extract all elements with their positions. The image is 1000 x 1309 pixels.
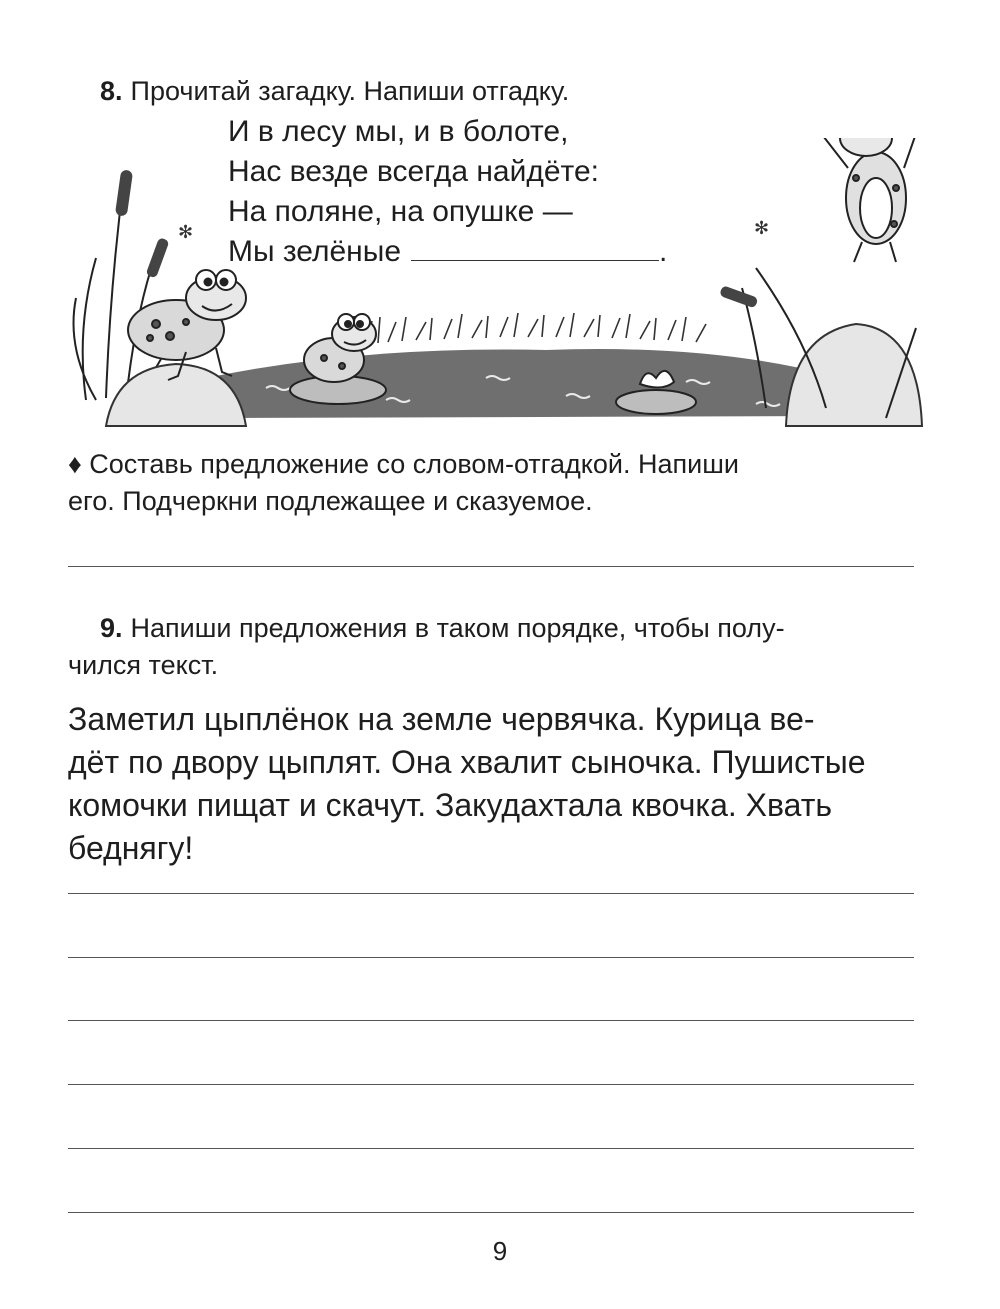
task-8-heading — [100, 76, 569, 107]
svg-text:✻: ✻ — [178, 222, 194, 242]
writing-line[interactable] — [68, 957, 914, 958]
task-9-instruction: чился текст. — [68, 650, 219, 680]
text-line: дёт по двору цыплят. Она хвалит сыночка. Пушистые — [68, 744, 866, 780]
answer-blank[interactable] — [411, 236, 659, 261]
poem-line: И в лесу мы, и в болоте, — [228, 115, 569, 148]
poem-line: Мы зелёные — [228, 235, 401, 268]
text-line: беднягу! — [68, 830, 194, 866]
task-9-instruction: Напиши предложения в таком порядке, чтобы полу- — [130, 613, 785, 643]
diamond-bullet-icon: ♦ — [68, 449, 82, 479]
poem-end: . — [659, 235, 668, 268]
writing-line[interactable] — [68, 1084, 914, 1085]
writing-line[interactable] — [68, 1212, 914, 1213]
poem-line: Нас везде всегда найдёте: — [228, 155, 599, 188]
writing-line[interactable] — [68, 566, 914, 567]
task-8-instruction: Прочитай загадку. Напиши отгадку. — [130, 76, 570, 106]
subtask-instruction — [68, 446, 920, 520]
riddle-poem — [228, 112, 667, 272]
task-8-number: 8. — [100, 76, 123, 106]
writing-line[interactable] — [68, 893, 914, 894]
writing-line[interactable] — [68, 1148, 914, 1149]
svg-text:✻: ✻ — [754, 218, 770, 238]
task-9-heading — [68, 610, 920, 684]
task-9-number: 9. — [100, 613, 123, 643]
subtask-line: его. Подчеркни подлежащее и сказуемое. — [68, 486, 593, 516]
text-line: Заметил цыплёнок на земле червячка. Курица ве- — [68, 701, 815, 737]
poem-line: На поляне, на опушке — — [228, 195, 573, 228]
page-number: 9 — [492, 1236, 508, 1266]
scrambled-text — [68, 698, 918, 870]
text-line: комочки пищат и скачут. Закудахтала квочка. Хвать — [68, 787, 833, 823]
writing-line[interactable] — [68, 1020, 914, 1021]
subtask-line: Составь предложение со словом-отгадкой. Напиши — [89, 449, 739, 479]
